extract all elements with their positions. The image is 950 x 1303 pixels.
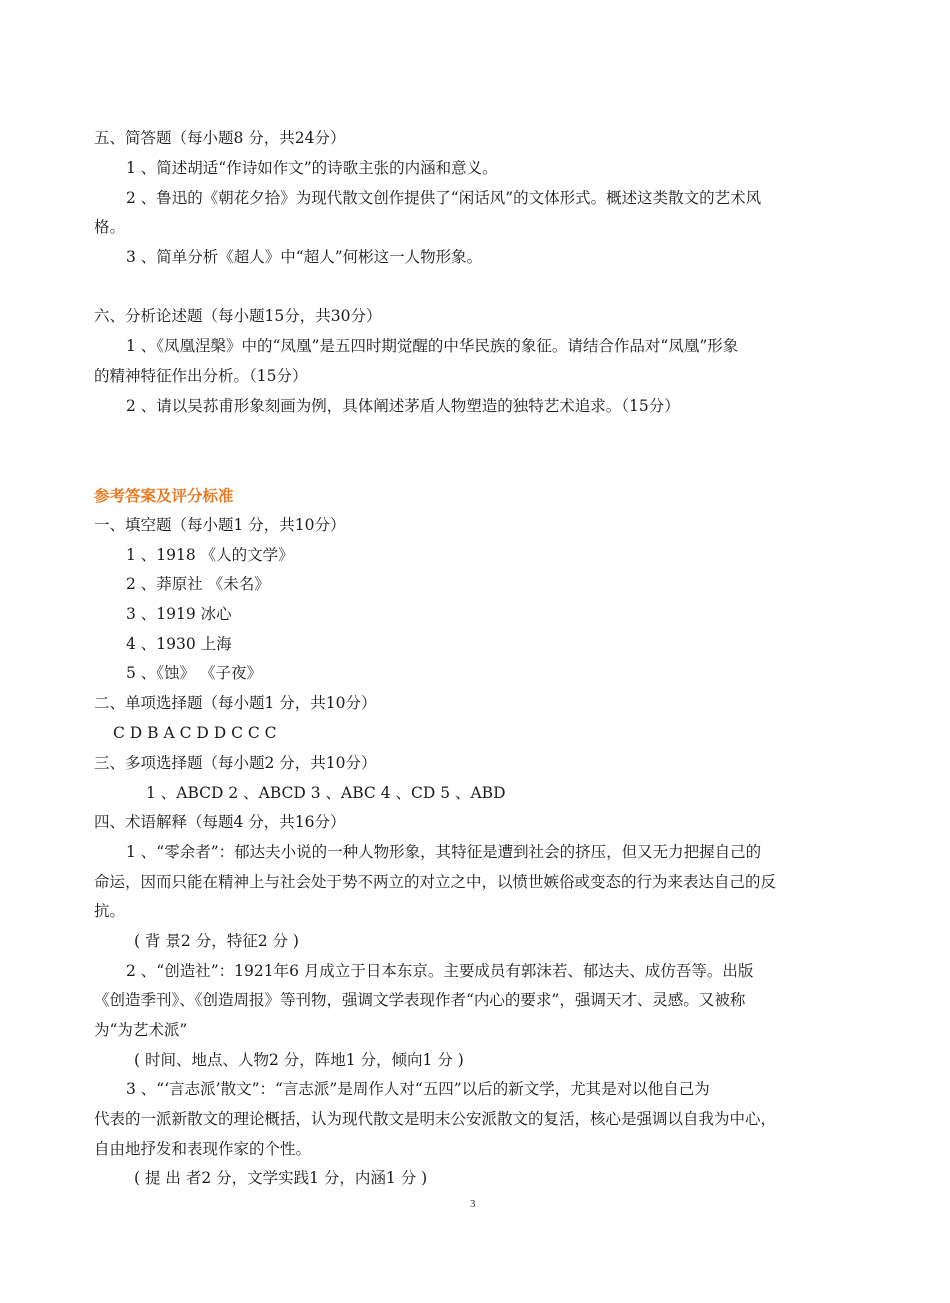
answer-2-title: 二、单项选择题（每小题1 分，共10分） [94, 694, 377, 712]
question-6-1: 1 、《凤凰涅槃》中的“凤凰”是五四时期觉醒的中华民族的象征。请结合作品对“凤凰”形象 [126, 337, 739, 355]
answer-3-choices: 1 、ABCD 2 、ABCD 3 、ABC 4 、CD 5 、ABD [146, 784, 506, 802]
answer-1-2: 2 、莽原社 《未名》 [126, 575, 270, 593]
answer-1-1: 1 、1918 《人的文学》 [126, 546, 294, 564]
term-2-score: ( 时间、地点、人物2 分，阵地1 分，倾向1 分 ) [134, 1051, 464, 1069]
term-3-score: ( 提 出 者2 分，文学实践1 分，内涵1 分 ) [134, 1169, 428, 1187]
answer-2-choices: C D B A C D D C C C [113, 724, 277, 742]
question-5-1: 1 、简述胡适“作诗如作文”的诗歌主张的内涵和意义。 [126, 159, 498, 177]
answer-4-title: 四、术语解释（每题4 分，共16分） [94, 813, 346, 831]
term-1-end: 抗。 [94, 902, 126, 920]
answer-3-title: 三、多项选择题（每小题2 分，共10分） [94, 754, 377, 772]
answer-1-5: 5 、《蚀》 《子夜》 [126, 664, 262, 682]
question-5-2: 2 、鲁迅的《朝花夕拾》为现代散文创作提供了“闲话风”的文体形式。概述这类散文的艺术风 [126, 189, 762, 207]
term-3-end: 自由地抒发和表现作家的个性。 [94, 1140, 312, 1158]
term-3-cont: 代表的一派新散文的理论概括，认为现代散文是明末公安派散文的复活，核心是强调以自我为中心， [94, 1110, 777, 1128]
page-number: 3 [470, 1198, 476, 1210]
answer-1-3: 3 、1919 冰心 [126, 605, 232, 623]
section-5-title: 五、简答题（每小题8 分，共24分） [94, 129, 346, 147]
term-2-cont: 《创造季刊》、《创造周报》等刊物，强调文学表现作者“内心的要求”，强调天才、灵感。又被称 [94, 991, 746, 1009]
term-3: 3 、“‘言志派’散文”：“言志派”是周作人对“五四”以后的新文学，尤其是对以他自己为 [126, 1080, 710, 1098]
term-2-end: 为“为艺术派” [94, 1021, 188, 1039]
answer-1-title: 一、填空题（每小题1 分，共10分） [94, 516, 346, 534]
term-2: 2 、“创造社”：1921年6 月成立于日本东京。主要成员有郭沫若、郁达夫、成仿吾等。出版 [126, 962, 754, 980]
question-5-2-cont: 格。 [94, 218, 126, 236]
term-1-score: ( 背 景2 分，特征2 分 ) [134, 932, 299, 950]
section-6-title: 六、分析论述题（每小题15分，共30分） [94, 307, 382, 325]
term-1: 1 、“零余者”：郁达夫小说的一种人物形象，其特征是遭到社会的挤压，但又无力把握自己的 [126, 843, 762, 861]
question-6-1-cont: 的精神特征作出分析。（15分） [94, 367, 308, 385]
question-5-3: 3 、简单分析《超人》中“超人”何彬这一人物形象。 [126, 248, 483, 266]
answers-heading: 参考答案及评分标准 [94, 486, 234, 505]
term-1-cont: 命运，因而只能在精神上与社会处于势不两立的对立之中，以愤世嫉俗或变态的行为来表达自己的反 [94, 873, 777, 891]
question-6-2: 2 、请以吴荪甫形象刻画为例，具体阐述茅盾人物塑造的独特艺术追求。（15分） [126, 397, 680, 415]
answer-1-4: 4 、1930 上海 [126, 635, 232, 653]
